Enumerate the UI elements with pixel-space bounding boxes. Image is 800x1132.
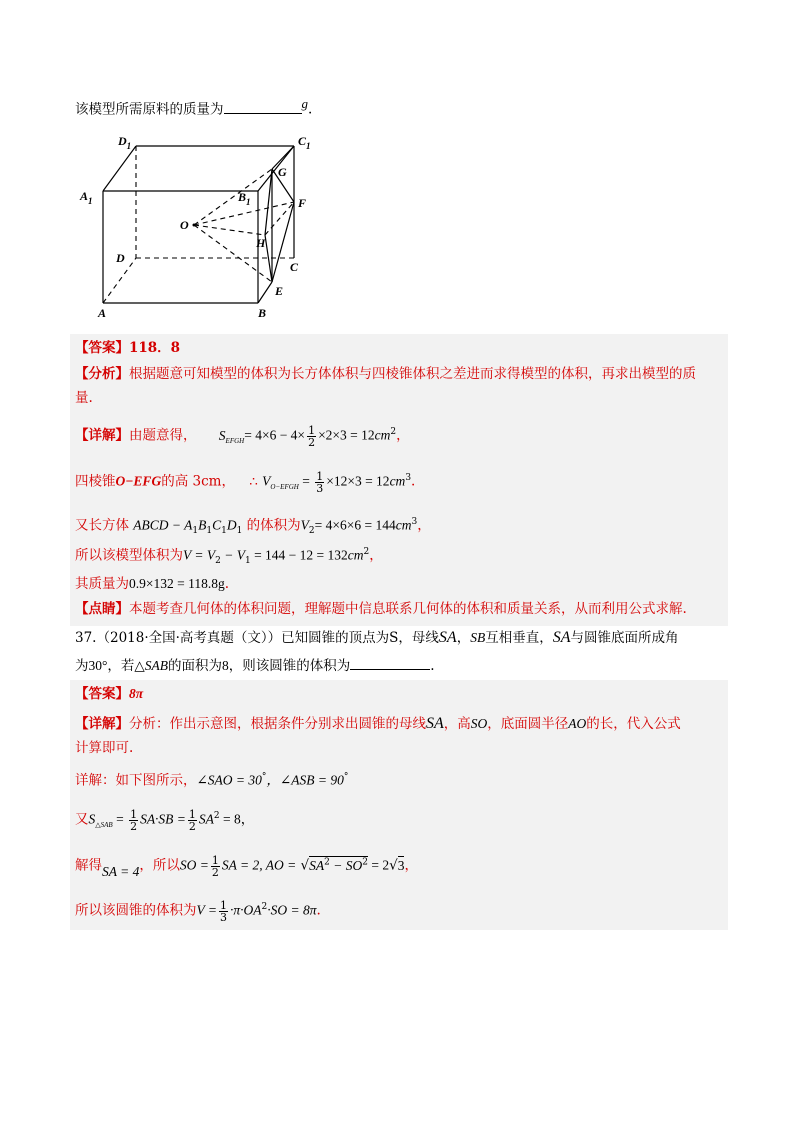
detail37-line4: 又$S_{\triangle SAB}$ = $\frac{1}{2}$ SA·SB = $\frac{1}{2}$ $SA^2 = 8$， [75, 807, 255, 833]
detail37-line1: 【详解】分析：作出示意图，根据条件分别求出圆锥的母线SA，高SO，底面圆半径AO的长，代入公式 [75, 715, 681, 732]
point36: 【点睛】本题考查几何体的体积问题，理解题中信息联系几何体的体积和质量关系，从而利用公式求解. [75, 601, 687, 617]
detail36-line2: 四棱锥O−EFG的高 3cm， ∴ $V_{O-EFGH}$ = $\frac{1}{3}$ $\times 12\times 3 = 12cm^3$. [75, 469, 416, 495]
detail36-line4: 所以该模型体积为$V = V_2 - V_1 = 144 - 12 = 132cm^2$， [75, 547, 383, 567]
answer-blank-37 [350, 655, 430, 670]
q36-intro: 该模型所需原料的质量为 $^g$. [75, 96, 313, 118]
analysis36-line2: 量. [75, 390, 93, 406]
label-C1: $C_1$ [298, 134, 311, 151]
detail37-line2: 计算即可. [75, 740, 134, 756]
detail37-line3: 详解：如下图所示，∠SAO = 30°，∠ASB = 90° [75, 772, 349, 789]
label-G: G [278, 165, 287, 179]
label-E: E [275, 284, 284, 298]
answer37: 【答案】8π [75, 686, 144, 702]
cuboid-figure [70, 125, 330, 325]
answer-blank [224, 99, 302, 114]
label-B: B [258, 306, 267, 320]
label-A: A [98, 306, 107, 320]
label-B1: $B_1$ [238, 190, 251, 207]
detail36-line1: 【详解】由题意得， $S_{EFGH}= 4\times 6 - 4\times$ $\frac{1}{2}$ $\times 2\times 3 = 12cm^2$， [75, 423, 410, 449]
label-A1: $A_1$ [80, 189, 93, 206]
q37-line1: 37.（2018·全国·高考真题（文））已知圆锥的顶点为S，母线SA，SB互相垂直，SA与圆锥底面所成角 [75, 629, 679, 646]
detail36-line3: 又长方体 ABCD − $A_1B_1C_1D_1$ 的体积为$V_2= 4\times 6\times 6 = 144cm^3$， [75, 517, 431, 537]
label-O: O [180, 218, 189, 232]
analysis36-line1: 【分析】根据题意可知模型的体积为长方体体积与四棱锥体积之差进而求得模型的体积，再求出模型的质 [75, 366, 696, 382]
answer36: 【答案】118．8 [75, 340, 181, 356]
label-D: D [116, 251, 125, 265]
q37-line2: 为30°，若△SAB的面积为8，则该圆锥的体积为 . [75, 655, 435, 676]
label-H: H [256, 236, 266, 250]
label-F: F [298, 196, 307, 210]
detail36-line5: 其质量为0.9×132 = 118.8g. [75, 576, 230, 592]
label-C: C [290, 260, 299, 274]
label-D1: $D_1$ [118, 134, 132, 151]
detail37-line5: 解得SA = 4，所以SO = $\frac{1}{2}$ SA = 2, AO = $√SA^2 - SO^2 = 2√3$， [75, 853, 418, 879]
detail37-line6: 所以该圆锥的体积为V = $\frac{1}{3}$ $\cdot\pi\cdot OA^2\cdot SO = 8\pi$. [75, 898, 321, 924]
